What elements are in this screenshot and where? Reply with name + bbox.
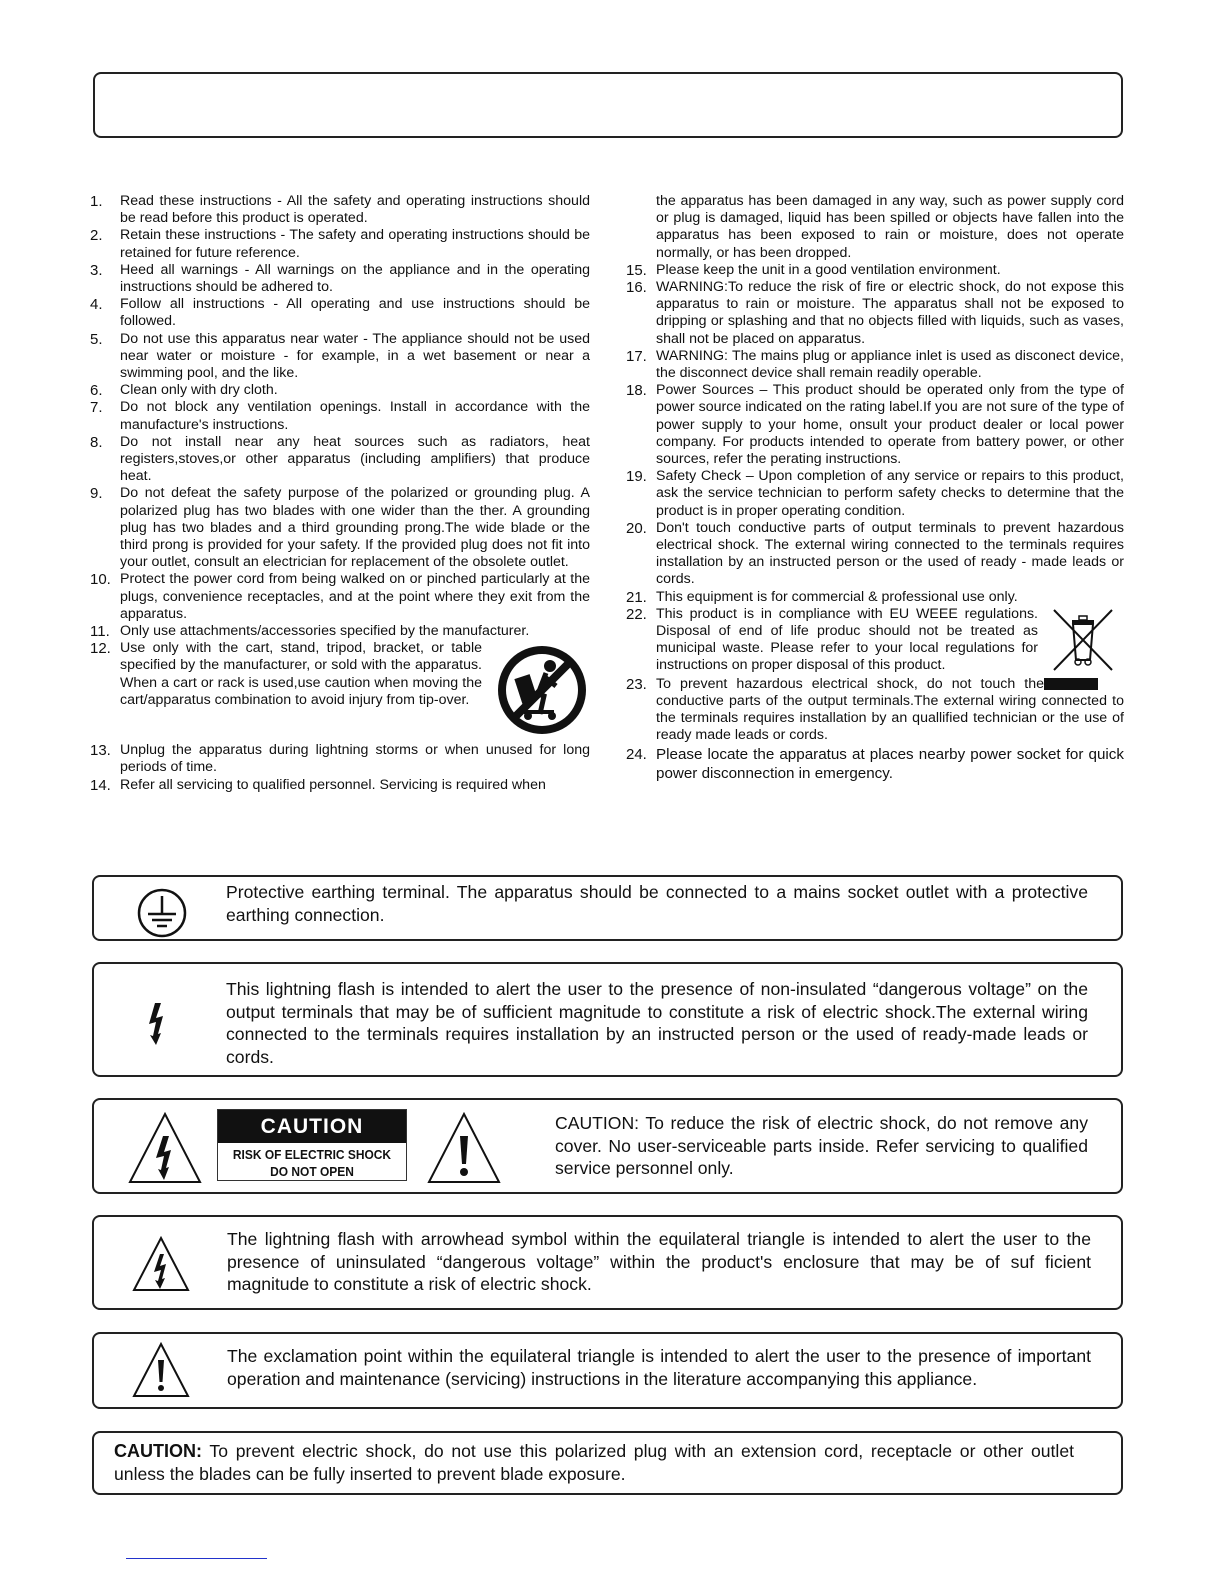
list-item: 14. Refer all servicing to qualified personnel. Servicing is required when — [90, 776, 546, 794]
list-item: 15. Please keep the unit in a good ventilation environment. — [626, 261, 1001, 279]
list-item: 3. Heed all warnings - All warnings on the appliance and in the operating instructions should be adhered to. — [90, 261, 590, 296]
item-14-continuation: the apparatus has been damaged in any way, such as power supply cord or plug is damaged, liquid has been spilled or objects have fallen into the apparatus has been exposed to rain or moisture, does not operate normally, or has been dropped. — [656, 193, 1124, 261]
lightning-terminals-box — [92, 962, 1123, 1077]
list-item: 13. Unplug the apparatus during lightning storms or when unused for long periods of time. — [90, 742, 590, 776]
caution-text: CAUTION: To reduce the risk of electric shock, do not remove any cover. No user-serviceable parts inside. Refer servicing to qualified service personnel only. — [555, 1113, 1088, 1179]
list-item: 6. Clean only with dry cloth. — [90, 382, 278, 400]
list-item: 19. Safety Check – Upon completion of any service or repairs to this product, ask the service technician to perform safety checks to determine that the product is in proper operating condition. — [626, 468, 1124, 519]
list-item: 2. Retain these instructions - The safety and operating instructions should be retained for future reference. — [90, 227, 590, 261]
list-item: 16. WARNING:To reduce the risk of fire or electric shock, do not expose this apparatus to rain or moisture. The apparatus shall not be exposed to dripping or splashing and that no objects filled with liquids, such as vases, shall not be placed on apparatus. — [626, 279, 1124, 347]
list-item: 17. WARNING: The mains plug or appliance inlet is used as disconect device, the disconnect device shall remain readily operable. — [626, 347, 1124, 382]
cart-tipover-icon — [494, 642, 590, 738]
title-box — [93, 72, 1123, 138]
list-item: 21. This equipment is for commercial & professional use only. — [626, 588, 1018, 606]
exclamation-box — [92, 1332, 1123, 1409]
plug-caution-paragraph — [114, 1440, 1074, 1485]
lightning-triangle-icon — [132, 1236, 190, 1292]
earthing-text: Protective earthing terminal. The apparatus should be connected to a mains socket outlet with a protective earthing connection. — [226, 882, 1088, 925]
black-bar-mark — [1044, 678, 1098, 690]
list-item: 12. Use only with the cart, stand, tripod, bracket, or table specified by the manufacturer, or sold with the apparatus. When a cart or rack is used,use caution when moving the cart/apparatus combination to avoid injury from tip-over. — [90, 640, 590, 742]
list-item: 1. Read these instructions - All the safety and operating instructions should be read before this product is operated. — [90, 193, 590, 227]
list-item: 20. Don't touch conductive parts of output terminals to prevent hazardous electrical shock. The external wiring connected to the terminals requires installation by an instructed person or the used of ready - made leads or cords. — [626, 519, 1124, 588]
list-item: 7. Do not block any ventilation openings. Install in accordance with the manufacture's instructions. — [90, 399, 590, 433]
list-item: 8. Do not install near any heat sources such as radiators, heat registers,stoves,or other apparatus (including amplifiers) that produce heat. — [90, 433, 590, 485]
weee-bin-icon — [1048, 606, 1118, 674]
plug-caution-text: To prevent electric shock, do not use this polarized plug with an extension cord, receptacle or other outlet unless the blades can be fully inserted to prevent blade exposure. — [114, 1441, 1074, 1484]
caution-label-head: CAUTION — [218, 1110, 406, 1143]
list-item: 10. Protect the power cord from being walked on or pinched particularly at the plugs, convenience receptacles, and at the point where they exit from the apparatus. — [90, 571, 590, 622]
list-item: 4. Follow all instructions - All operating and use instructions should be followed. — [90, 296, 590, 330]
list-item: 11. Only use attachments/accessories specified by the manufacturer. — [90, 623, 530, 641]
plug-caution-label: CAUTION: — [114, 1441, 202, 1461]
earthing-box — [92, 875, 1123, 941]
exclamation-triangle-icon — [132, 1342, 190, 1398]
instructions-right-column — [626, 193, 1124, 784]
lightning-triangle-icon — [128, 1112, 202, 1184]
exclamation-triangle-icon — [427, 1112, 501, 1184]
lightning-triangle-text: The lightning flash with arrowhead symbol within the equilateral triangle is intended to alert the user to the presence of uninsulated “dangerous voltage” within the product's enclosure that may be of suf ficient magnitude to constitute a risk of electric shock. — [227, 1229, 1091, 1295]
lightning-triangle-box — [92, 1215, 1123, 1310]
list-item: 24. Please locate the apparatus at places nearby power socket for quick power disconnection in emergency. — [626, 745, 1124, 783]
caution-label-line1: RISK OF ELECTRIC SHOCK — [232, 1147, 392, 1162]
list-item: 18. Power Sources – This product should be operated only from the type of power source indicated on the rating label.If you are not sure of the type of power supply to your home, onsult your product dealer or local power company. For products intended to operate from battery power, or other sources, refer the perating instructions. — [626, 382, 1124, 468]
lightning-terminals-text: This lightning flash is intended to alert the user to the presence of non-insulated “dangerous voltage” on the output terminals that may be of sufficient magnitude to constitute a risk of electric shock.The external wiring connected to the terminals requires installation by an instructed person or the used of ready-made leads or cords. — [226, 979, 1088, 1067]
list-item: 9. Do not defeat the safety purpose of the polarized or grounding plug. A polarized plug has two blades with one wider than the ther. A grounding plug has two blades and a third grounding prong.The wide blade or the third prong is provided for your safety. If the provided plug does not fit into your outlet, consult an electrician for replacement of the obsolete outlet. — [90, 485, 590, 571]
list-item: 5. Do not use this apparatus near water - The appliance should not be used near water or moisture - for example, in a wet basement or near a swimming pool, and the like. — [90, 330, 590, 382]
plug-caution-box — [92, 1431, 1123, 1495]
caution-label-line2: DO NOT OPEN — [270, 1164, 354, 1179]
caution-label — [217, 1109, 407, 1181]
lightning-bolt-icon — [146, 1002, 168, 1046]
list-item: 22. This product is in compliance with EU WEEE regulations. Disposal of end of life produc should not be treated as municipal waste. Please refer to your local regulations for instructions on proper disposal of this product. — [626, 606, 1124, 676]
list-item: 23. To prevent hazardous electrical shock, do not touch the conductive parts of the output terminals.The external wiring connected to the terminals requires installation by an quallified technician or the use of ready made leads or cords. — [626, 675, 1124, 744]
earth-ground-icon — [136, 887, 188, 939]
exclamation-text: The exclamation point within the equilateral triangle is intended to alert the user to the presence of important operation and maintenance (servicing) instructions in the literature accompanying this appliance. — [227, 1346, 1091, 1389]
footer-rule — [126, 1558, 267, 1559]
instructions-left-column — [90, 193, 590, 794]
